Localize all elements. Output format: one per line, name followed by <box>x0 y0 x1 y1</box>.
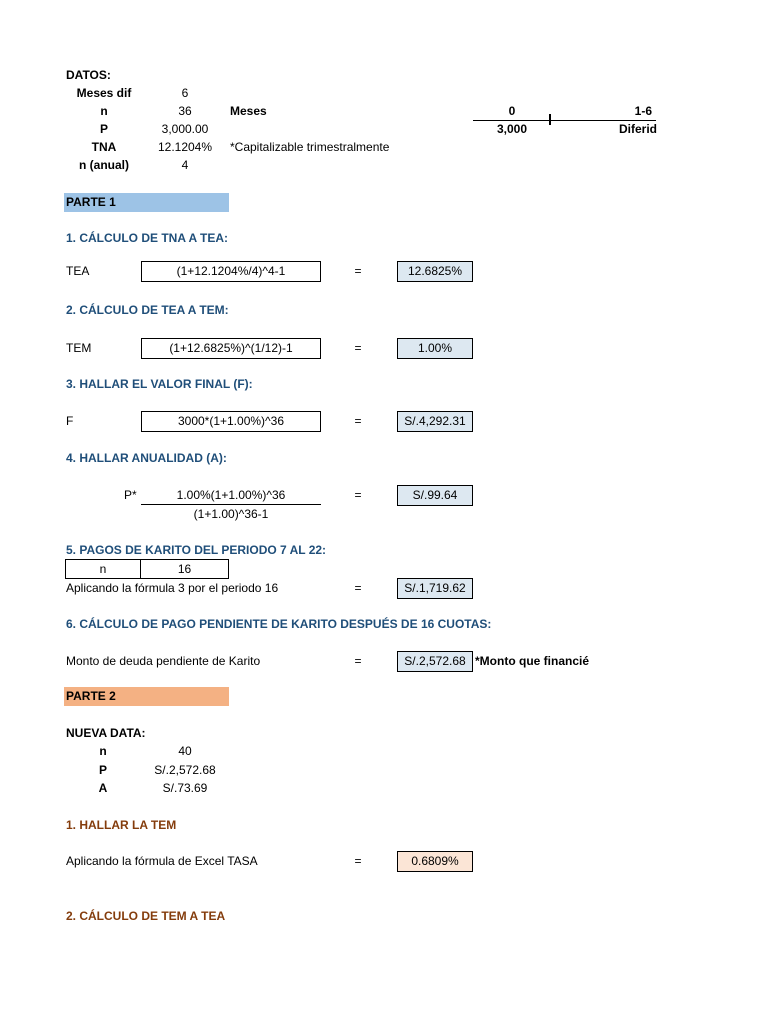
datos-note-n: Meses <box>230 104 267 118</box>
parte1-s4-title: 4. HALLAR ANUALIDAD (A): <box>66 451 227 465</box>
parte2-s2-title: 2. CÁLCULO DE TEM A TEA <box>66 909 226 923</box>
timeline-value-0: 3,000 <box>496 122 528 136</box>
parte1-s5-text: Aplicando la fórmula 3 por el periodo 16 <box>66 581 279 595</box>
timeline-tick <box>549 114 551 125</box>
parte2-nueva-value-n: 40 <box>178 744 192 758</box>
parte1-s6-title: 6. CÁLCULO DE PAGO PENDIENTE DE KARITO DESPUÉS DE 16 CUOTAS: <box>66 617 492 631</box>
parte1-s4-result-box: S/.99.64 <box>397 485 473 506</box>
parte2-nueva-label-a: A <box>98 781 108 795</box>
parte1-s2-title: 2. CÁLCULO DE TEA A TEM: <box>66 303 229 317</box>
parte1-s3-title: 3. HALLAR EL VALOR FINAL (F): <box>66 377 253 391</box>
parte2-nueva-value-a: S/.73.69 <box>162 781 208 795</box>
parte2-nueva-value-p: S/.2,572.68 <box>154 763 216 777</box>
parte1-s5-result-box: S/.1,719.62 <box>397 578 473 599</box>
parte1-s5-n-label-box: n <box>65 559 141 579</box>
datos-title: DATOS: <box>66 68 111 82</box>
parte1-s1-equals: = <box>354 264 362 278</box>
parte2-nueva-label-p: P <box>98 763 107 777</box>
parte1-s6-equals: = <box>354 654 362 668</box>
parte1-s5-n-value-box: 16 <box>140 559 229 579</box>
datos-value-n-anual: 4 <box>181 158 189 172</box>
parte2-s1-text: Aplicando la fórmula de Excel TASA <box>66 854 258 868</box>
parte1-s5-title: 5. PAGOS DE KARITO DEL PERIODO 7 AL 22: <box>66 543 327 557</box>
parte2-band: PARTE 2 <box>64 687 229 706</box>
parte1-s6-text: Monto de deuda pendiente de Karito <box>66 654 261 668</box>
datos-value-n: 36 <box>178 104 192 118</box>
parte1-s2-result-box: 1.00% <box>397 338 473 359</box>
parte1-s2-equals: = <box>354 341 362 355</box>
datos-value-tna: 12.1204% <box>157 140 213 154</box>
parte1-s3-formula-box: 3000*(1+1.00%)^36 <box>141 411 321 432</box>
parte1-s1-label: TEA <box>66 264 90 278</box>
parte1-s4-equals: = <box>354 488 362 502</box>
parte2-s1-result-box: 0.6809% <box>397 851 473 872</box>
datos-value-meses-dif: 6 <box>181 86 189 100</box>
parte1-s3-equals: = <box>354 414 362 428</box>
parte2-s1-equals: = <box>354 854 362 868</box>
parte2-nueva-title: NUEVA DATA: <box>66 726 146 740</box>
parte1-s4-denominator: (1+1.00)^36-1 <box>193 507 269 521</box>
datos-label-p: P <box>99 122 108 136</box>
parte1-s1-result-box: 12.6825% <box>397 261 473 282</box>
datos-label-meses-dif: Meses dif <box>76 86 132 100</box>
timeline-value-diferid: Diferid <box>618 122 657 136</box>
parte1-s6-result-box: S/.2,572.68 <box>397 651 473 672</box>
parte1-s1-title: 1. CÁLCULO DE TNA A TEA: <box>66 231 228 245</box>
parte1-s1-formula-box: (1+12.1204%/4)^4-1 <box>141 261 321 282</box>
parte1-s3-result-box: S/.4,292.31 <box>397 411 473 432</box>
datos-label-tna: TNA <box>91 140 117 154</box>
datos-label-n: n <box>100 104 108 118</box>
parte2-nueva-label-n: n <box>99 744 107 758</box>
timeline-label-1-6: 1-6 <box>634 104 652 118</box>
parte1-s6-note: *Monto que financié <box>475 654 589 668</box>
parte1-s4-label: P* <box>124 488 137 502</box>
parte2-s1-title: 1. HALLAR LA TEM <box>66 818 177 832</box>
datos-value-p: 3,000.00 <box>161 122 209 136</box>
datos-label-n-anual: n (anual) <box>79 158 129 172</box>
parte1-s2-label: TEM <box>66 341 92 355</box>
parte1-s3-label: F <box>66 414 74 428</box>
parte1-s2-formula-box: (1+12.6825%)^(1/12)-1 <box>141 338 321 359</box>
timeline-label-0: 0 <box>508 104 516 118</box>
parte1-s4-fraction-line <box>141 504 321 505</box>
parte1-s4-numerator: 1.00%(1+1.00%)^36 <box>176 488 286 502</box>
parte1-s5-equals: = <box>354 581 362 595</box>
datos-note-tna: *Capitalizable trimestralmente <box>230 140 390 154</box>
parte1-band: PARTE 1 <box>64 193 229 212</box>
